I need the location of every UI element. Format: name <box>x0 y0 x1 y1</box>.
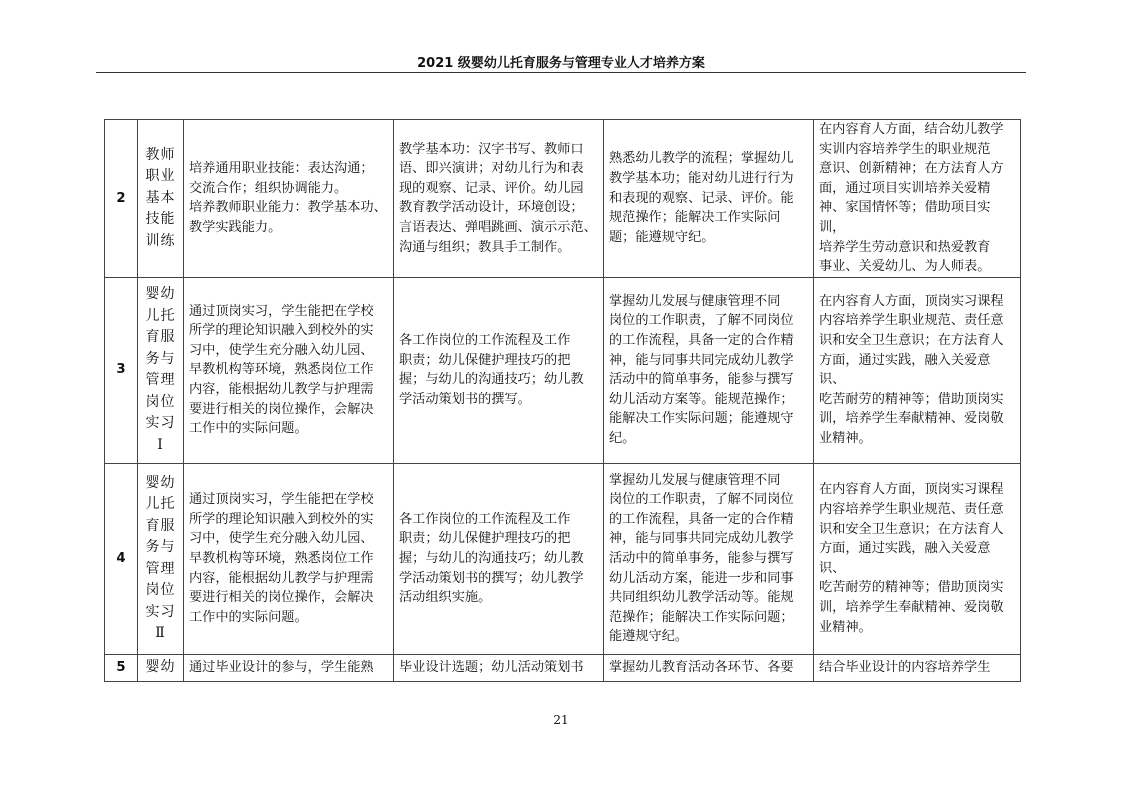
course-content: 各工作岗位的工作流程及工作 职责；幼儿保健护理技巧的把 握；与幼儿的沟通技巧；幼儿教 学活动策划书的撰写。 <box>394 277 604 463</box>
knowledge-ability: 掌握幼儿教育活动各环节、各要 <box>604 654 814 681</box>
course-content: 毕业设计选题；幼儿活动策划书 <box>394 654 604 681</box>
ideology-education: 在内容育人方面，结合幼儿教学 实训内容培养学生的职业规范 意识、创新精神；在方法育人方 面，通过项目实训培养关爱精 神、家国情怀等；借助项目实训， 培养学生劳动意识和热爱教育 事业、关爱幼儿、为人师表。 <box>814 120 1021 278</box>
course-goal: 通过顶岗实习，学生能把在学校 所学的理论知识融入到校外的实 习中，使学生充分融入幼儿园、 早教机构等环境，熟悉岗位工作 内容，能根据幼儿教学与护理需 要进行相关的岗位操作，会解决 工作中的实际问题。 <box>184 463 394 654</box>
ideology-education: 在内容育人方面，顶岗实习课程 内容培养学生职业规范、责任意 识和安全卫生意识；在方法育人 方面，通过实践，融入关爱意识、 吃苦耐劳的精神等；借助顶岗实 训，培养学生奉献精神、爱岗敬 业精神。 <box>814 463 1021 654</box>
course-content: 教学基本功：汉字书写、教师口 语、即兴演讲；对幼儿行为和表 现的观察、记录、评价。幼儿园 教育教学活动设计，环境创设； 言语表达、弹唱跳画、演示示范、 沟通与组织；教具手工制作。 <box>394 120 604 278</box>
table-row <box>105 463 1021 654</box>
course-goal: 通过毕业设计的参与，学生能熟 <box>184 654 394 681</box>
course-name: 婴幼 儿托 育服 务与 管理 岗位 实习 Ⅱ <box>138 463 184 654</box>
course-goal: 培养通用职业技能：表达沟通； 交流合作；组织协调能力。 培养教师职业能力：教学基本功、 教学实践能力。 <box>184 120 394 278</box>
knowledge-ability: 熟悉幼儿教学的流程；掌握幼儿 教学基本功；能对幼儿进行行为 和表现的观察、记录、评价。能 规范操作；能解决工作实际问 题；能遵规守纪。 <box>604 120 814 278</box>
row-number: 2 <box>105 120 138 278</box>
row-number: 4 <box>105 463 138 654</box>
table-row <box>105 654 1021 681</box>
knowledge-ability: 掌握幼儿发展与健康管理不同 岗位的工作职责，了解不同岗位 的工作流程，具备一定的合作精 神，能与同事共同完成幼儿教学 活动中的简单事务，能参与撰写 幼儿活动方案等。能规范操作； 能解决工作实际问题；能遵规守 纪。 <box>604 277 814 463</box>
knowledge-ability: 掌握幼儿发展与健康管理不同 岗位的工作职责，了解不同岗位 的工作流程，具备一定的合作精 神，能与同事共同完成幼儿教学 活动中的简单事务，能参与撰写 幼儿活动方案，能进一步和同事 共同组织幼儿教学活动等。能规 范操作；能解决工作实际问题； 能遵规守纪。 <box>604 463 814 654</box>
table-row <box>105 277 1021 463</box>
ideology-education: 结合毕业设计的内容培养学生 <box>814 654 1021 681</box>
page-number: 21 <box>553 713 569 727</box>
course-name: 婴幼 <box>138 654 184 681</box>
course-name: 婴幼 儿托 育服 务与 管理 岗位 实习 Ⅰ <box>138 277 184 463</box>
row-number: 5 <box>105 654 138 681</box>
ideology-education: 在内容育人方面，顶岗实习课程 内容培养学生职业规范、责任意 识和安全卫生意识；在方法育人 方面，通过实践，融入关爱意识、 吃苦耐劳的精神等；借助顶岗实 训，培养学生奉献精神、爱岗敬 业精神。 <box>814 277 1021 463</box>
page-header-title: 2021 级婴幼儿托育服务与管理专业人才培养方案 <box>417 56 705 71</box>
table-row <box>105 120 1021 278</box>
curriculum-table <box>104 119 1021 682</box>
course-goal: 通过顶岗实习，学生能把在学校 所学的理论知识融入到校外的实 习中，使学生充分融入幼儿园、 早教机构等环境，熟悉岗位工作 内容，能根据幼儿教学与护理需 要进行相关的岗位操作，会解决 工作中的实际问题。 <box>184 277 394 463</box>
course-content: 各工作岗位的工作流程及工作 职责；幼儿保健护理技巧的把 握；与幼儿的沟通技巧；幼儿教 学活动策划书的撰写；幼儿教学 活动组织实施。 <box>394 463 604 654</box>
course-name: 教师 职业 基本 技能 训练 <box>138 120 184 278</box>
row-number: 3 <box>105 277 138 463</box>
header-divider <box>96 72 1026 73</box>
